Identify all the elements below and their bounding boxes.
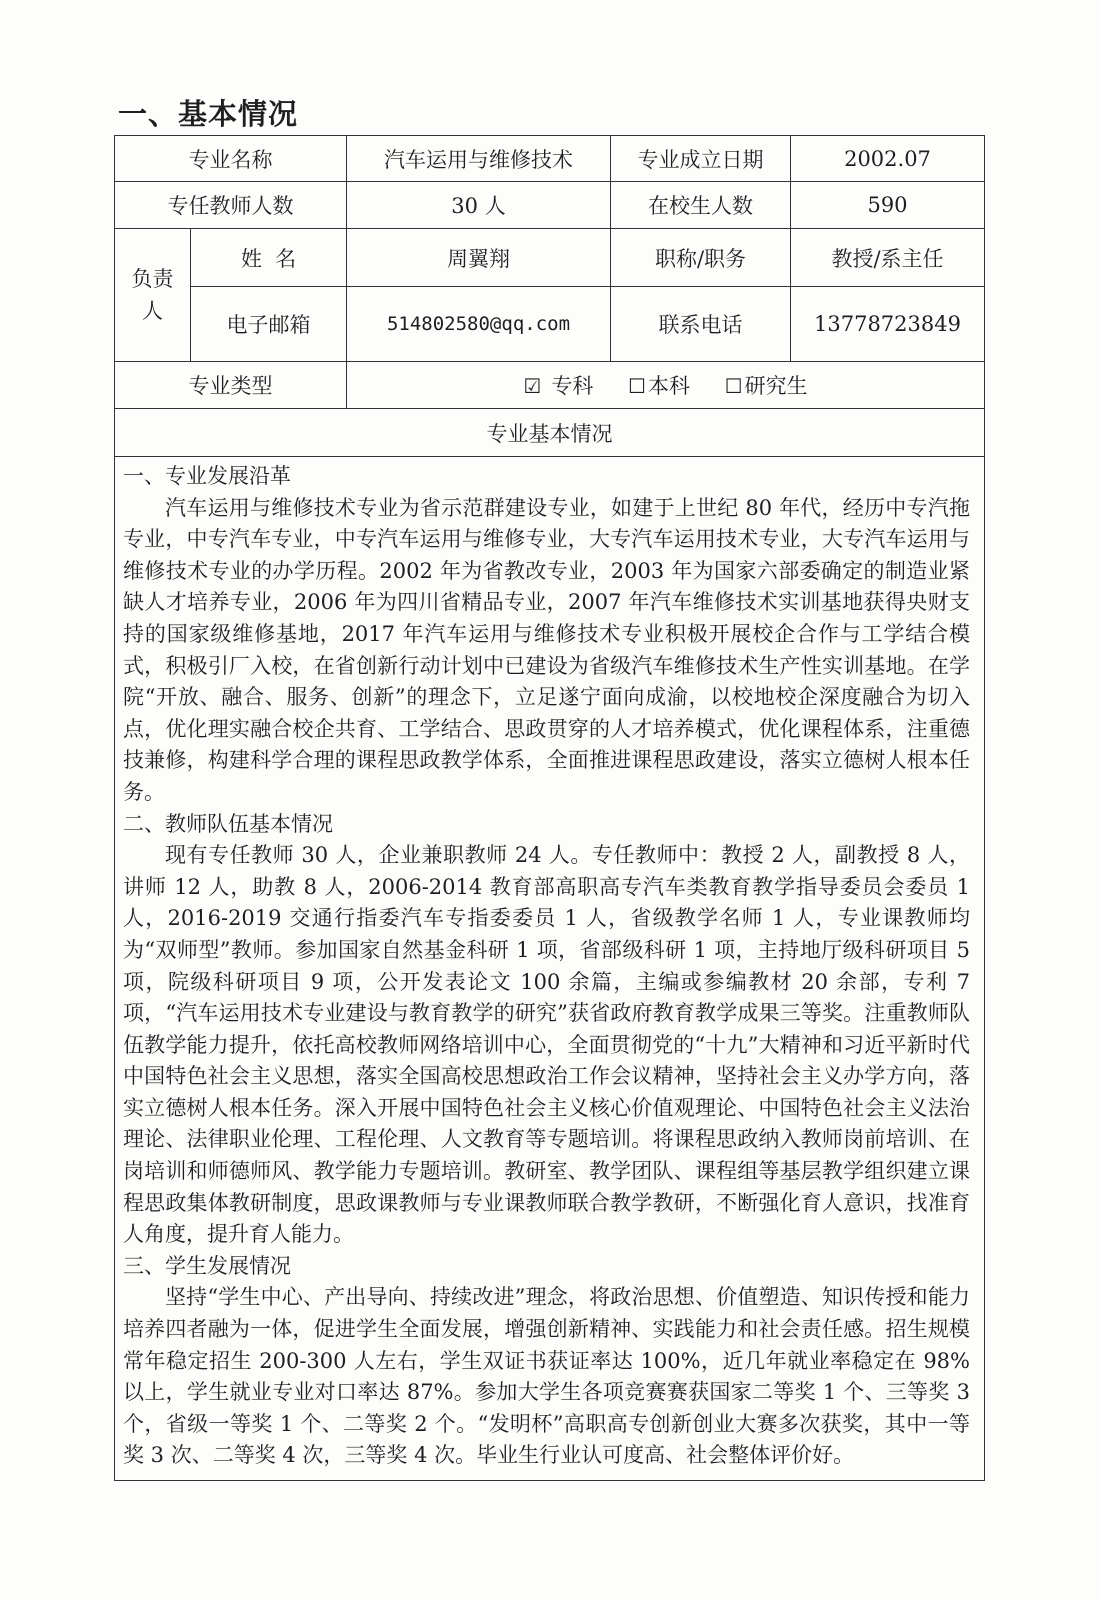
teacher-count-label: 专任教师人数 bbox=[115, 182, 347, 229]
table-row bbox=[115, 409, 985, 457]
option-bachelor-label: 本科 bbox=[647, 374, 690, 398]
major-name-label: 专业名称 bbox=[115, 136, 347, 182]
subsection-title: 一、专业发展沿革 bbox=[123, 464, 291, 488]
table-row bbox=[115, 182, 985, 229]
subsection-text: 汽车运用与维修技术专业为省示范群建设专业，如建于上世纪 80 年代，经历中专汽拖专业，中专汽车专业，中专汽车运用与维修专业，大专汽车运用技术专业，大专汽车运用与维修技术专业的办学历程。2002 年为省教改专业，2003 年为国家六部委确定的制造业紧缺人才培养专业，2006 年为四川省精品专业，2007 年汽车维修技术实训基地获得央财支持的国家级维修基地，2017 年汽车运用与维修技术专业积极开展校企合作与工学结合模式，积极引厂入校，在省创新行动计划中已建设为省级汽车维修技术生产性实训基地。在学院“开放、融合、服务、创新”的理念下，立足遂宁面向成渝，以校地校企深度融合为切入点，优化理实融合校企共育、工学结合、思政贯穿的人才培养模式，优化课程体系，注重德技兼修，构建科学合理的课程思政教学体系，全面推进课程思政建设，落实立德树人根本任务。 bbox=[123, 495, 970, 804]
basic-info-table bbox=[114, 135, 985, 1481]
founded-date-value: 2002.07 bbox=[791, 136, 985, 182]
leader-group-label-line1: 负责 bbox=[131, 267, 174, 291]
leader-title-value: 教授/系主任 bbox=[791, 229, 985, 287]
table-row bbox=[115, 136, 985, 182]
table-row bbox=[115, 287, 985, 362]
leader-email-value: 514802580@qq.com bbox=[347, 287, 611, 362]
table-row bbox=[115, 229, 985, 287]
leader-phone-label: 联系电话 bbox=[611, 287, 791, 362]
subsection-title: 三、学生发展情况 bbox=[123, 1253, 291, 1278]
major-type-label: 专业类型 bbox=[115, 362, 347, 409]
table-row bbox=[115, 457, 985, 1481]
leader-group-label bbox=[115, 229, 191, 362]
student-count-value: 590 bbox=[791, 182, 985, 229]
leader-name-label: 姓 名 bbox=[191, 229, 347, 287]
basic-situation-body bbox=[115, 457, 985, 1481]
section-heading: 一、基本情况 bbox=[118, 97, 299, 131]
checked-box-icon: ☑ bbox=[523, 374, 542, 398]
option-associate-label: 专科 bbox=[551, 374, 594, 398]
option-associate bbox=[523, 374, 593, 398]
checkbox-icon: ☐ bbox=[724, 374, 743, 398]
teacher-count-value: 30 人 bbox=[347, 182, 611, 229]
leader-title-label: 职称/职务 bbox=[611, 229, 791, 287]
option-graduate-label: 研究生 bbox=[744, 374, 808, 398]
major-type-options bbox=[347, 362, 985, 409]
option-graduate bbox=[725, 374, 808, 398]
leader-email-label: 电子邮箱 bbox=[191, 287, 347, 362]
checkbox-icon: ☐ bbox=[628, 374, 646, 398]
student-count-label: 在校生人数 bbox=[611, 182, 791, 229]
subsection-title: 二、教师队伍基本情况 bbox=[123, 811, 333, 836]
table-row bbox=[115, 362, 985, 409]
major-name-value: 汽车运用与维修技术 bbox=[347, 136, 611, 182]
subsection-text: 现有专任教师 30 人，企业兼职教师 24 人。专任教师中：教授 2 人，副教授 8 人，讲师 12 人，助教 8 人，2006-2014 教育部高职高专汽车类教育教学指导委员会委员 1 人，2016-2019 交通行指委汽车专指委委员 1 人，省级教学名师 1 人，专业课教师均为“双师型”教师。参加国家自然基金科研 1 项，省部级科研 1 项，主持地厅级科研项目 5 项，院级科研项目 9 项，公开发表论文 100 余篇，主编或参编教材 20 余部，专利 7 项，“汽车运用技术专业建设与教育教学的研究”获省政府教育教学成果三等奖。注重教师队伍教学能力提升，依托高校教师网络培训中心，全面贯彻党的“十九”大精神和习近平新时代中国特色社会主义思想，落实全国高校思想政治工作会议精神，坚持社会主义办学方向，落实立德树人根本任务。深入开展中国特色社会主义核心价值观理论、中国特色社会主义法治理论、法律职业伦理、工程伦理、人文教育等专题培训。将课程思政纳入教师岗前培训、在岗培训和师德师风、教学能力专题培训。教研室、教学团队、课程组等基层教学组织建立课程思政集体教研制度，思政课教师与专业课教师联合教学教研，不断强化育人意识，找准育人角度，提升育人能力。 bbox=[123, 843, 970, 1247]
leader-name-value: 周翼翔 bbox=[347, 229, 611, 287]
section-header: 专业基本情况 bbox=[115, 409, 985, 457]
leader-group-label-line2: 人 bbox=[142, 299, 163, 323]
founded-date-label: 专业成立日期 bbox=[611, 136, 791, 182]
option-bachelor bbox=[628, 374, 690, 398]
subsection-text: 坚持“学生中心、产出导向、持续改进”理念，将政治思想、价值塑造、知识传授和能力培养四者融为一体，促进学生全面发展，增强创新精神、实践能力和社会责任感。招生规模常年稳定招生 200-300 人左右，学生双证书获证率达 100%，近几年就业率稳定在 98%以上，学生就业专业对口率达 87%。参加大学生各项竞赛赛获国家二等奖 1 个、三等奖 3 个，省级一等奖 1 个、二等奖 2 个。“发明杯”高职高专创新创业大赛多次获奖，其中一等奖 3 次、二等奖 4 次，三等奖 4 次。毕业生行业认可度高、社会整体评价好。 bbox=[123, 1285, 970, 1468]
leader-phone-value: 13778723849 bbox=[791, 287, 985, 362]
